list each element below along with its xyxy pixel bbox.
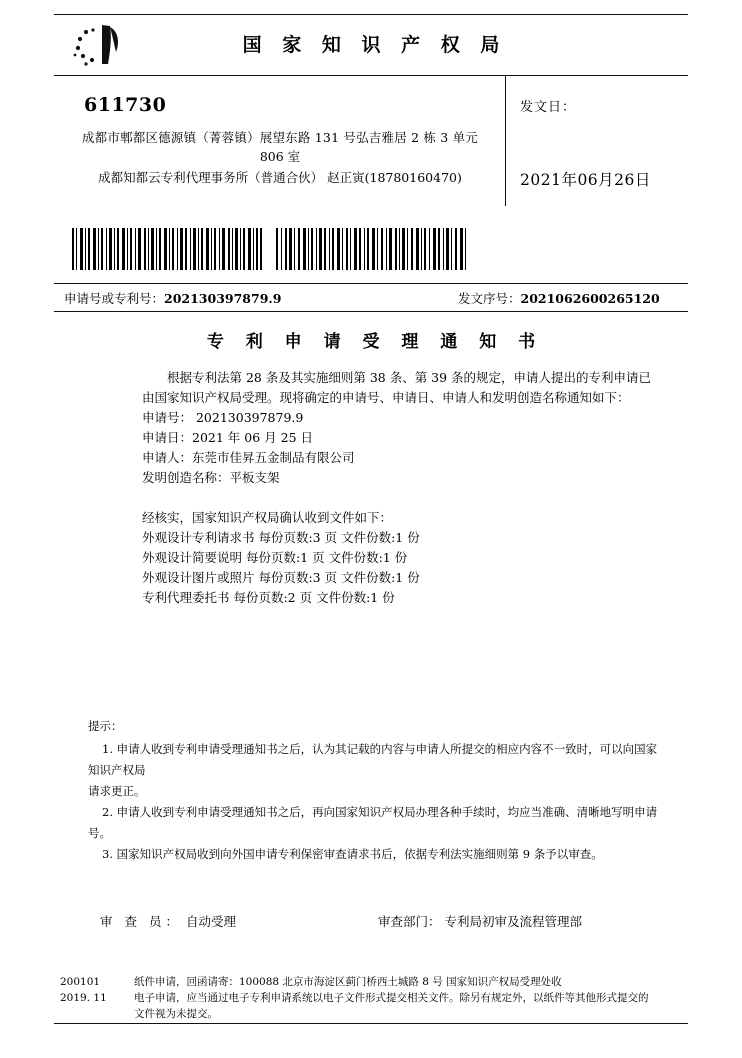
- footer-line-2: 电子申请，应当通过电子专利申请系统以电子文件形式提交相关文件。除另有规定外，以纸件等其他形式提交的: [134, 992, 649, 1004]
- received-document-2: 外观设计简要说明 每份页数:1 页 文件份数:1 份: [142, 550, 408, 565]
- body-paragraph-2: 经核实，国家知识产权局确认收到文件如下：: [142, 510, 393, 525]
- department-value: 专利局初审及流程管理部: [444, 914, 583, 929]
- body-application-number: 申请号： 202130397879.9: [142, 410, 304, 425]
- issue-date-block: [506, 76, 688, 283]
- footer-code-2: 2019. 11: [60, 992, 107, 1004]
- department-field: [378, 912, 582, 930]
- note-item-1-continuation: 请求更正。: [88, 784, 146, 798]
- document-number: 611730: [84, 94, 167, 116]
- number-row: [54, 283, 688, 312]
- body-applicant: 申请人：东莞市佳昇五金制品有限公司: [142, 450, 355, 465]
- received-document-1: 外观设计专利请求书 每份页数:3 页 文件份数:1 份: [142, 530, 420, 545]
- serial-number-label: 发文序号：: [458, 291, 521, 306]
- body-spacer: [142, 488, 662, 508]
- addressee-block: [54, 76, 506, 206]
- examiner-field: [100, 912, 236, 930]
- footer-codes: [60, 974, 130, 1006]
- notice-body: [142, 368, 662, 608]
- application-number-value: 202130397879.9: [164, 291, 282, 306]
- address-line-1: 成都市郫都区德源镇（菁蓉镇）展望东路 131 号弘吉雅居 2 栋 3 单元: [81, 130, 478, 145]
- footer-text: [134, 974, 679, 1022]
- address-line-2: 806 室: [259, 149, 301, 164]
- note-item-1: 1. 申请人收到专利申请受理通知书之后，认为其记载的内容与申请人所提交的相应内容不一致时，可以向国家知识产权局: [88, 742, 658, 777]
- footer-line-3: 文件视为未提交。: [134, 1008, 218, 1020]
- address-line-3: 成都知都云专利代理事务所（普通合伙） 赵正寅(18780160470): [98, 170, 462, 185]
- department-label: 审查部门：: [378, 914, 441, 929]
- serial-number-field: [458, 289, 660, 307]
- barcode-row: [54, 216, 506, 283]
- body-application-date: 申请日：2021 年 06 月 25 日: [142, 430, 313, 445]
- note-item-3: 3. 国家知识产权局收到向外国申请专利保密审查请求书后，依据专利法实施细则第 9 条予以审查。: [102, 847, 603, 861]
- note-item-2: 2. 申请人收到专利申请受理通知书之后，再向国家知识产权局办理各种手续时，均应当准确、清晰地写明申请号。: [88, 805, 658, 840]
- document-header: [54, 14, 688, 76]
- addressee-address: [64, 128, 496, 187]
- barcode-application-number: [72, 228, 262, 270]
- page-title: 国 家 知 识 产 权 局: [242, 34, 507, 56]
- body-invention-title: 发明创造名称：平板支架: [142, 470, 280, 485]
- body-paragraph-1: 根据专利法第 28 条及其实施细则第 38 条、第 39 条的规定，申请人提出的专利申请已由国家知识产权局受理。现将确定的申请号、申请日、申请人和发明创造名称通知如下：: [142, 370, 652, 405]
- barcode-serial-number: [276, 228, 466, 270]
- received-document-3: 外观设计图片或照片 每份页数:3 页 文件份数:1 份: [142, 570, 420, 585]
- notes-heading: 提示：: [88, 719, 123, 733]
- received-document-4: 专利代理委托书 每份页数:2 页 文件份数:1 份: [142, 590, 395, 605]
- examiner-value: 自动受理: [185, 914, 236, 929]
- issue-date-label: 发文日：: [520, 100, 577, 115]
- application-number-label: 申请号或专利号：: [64, 291, 165, 306]
- footer-line-1: 纸件申请，回函请寄：100088 北京市海淀区蓟门桥西土城路 8 号 国家知识产权局受理处收: [134, 976, 562, 988]
- application-number-field: [64, 289, 281, 307]
- issue-date-value: 2021年06月26日: [520, 171, 651, 189]
- footer-code-1: 200101: [60, 976, 101, 988]
- examiner-label: 审 查 员：: [100, 914, 182, 929]
- notice-title: 专 利 申 请 受 理 通 知 书: [206, 332, 544, 352]
- serial-number-value: 2021062600265120: [520, 291, 660, 306]
- notes-section: [88, 716, 668, 865]
